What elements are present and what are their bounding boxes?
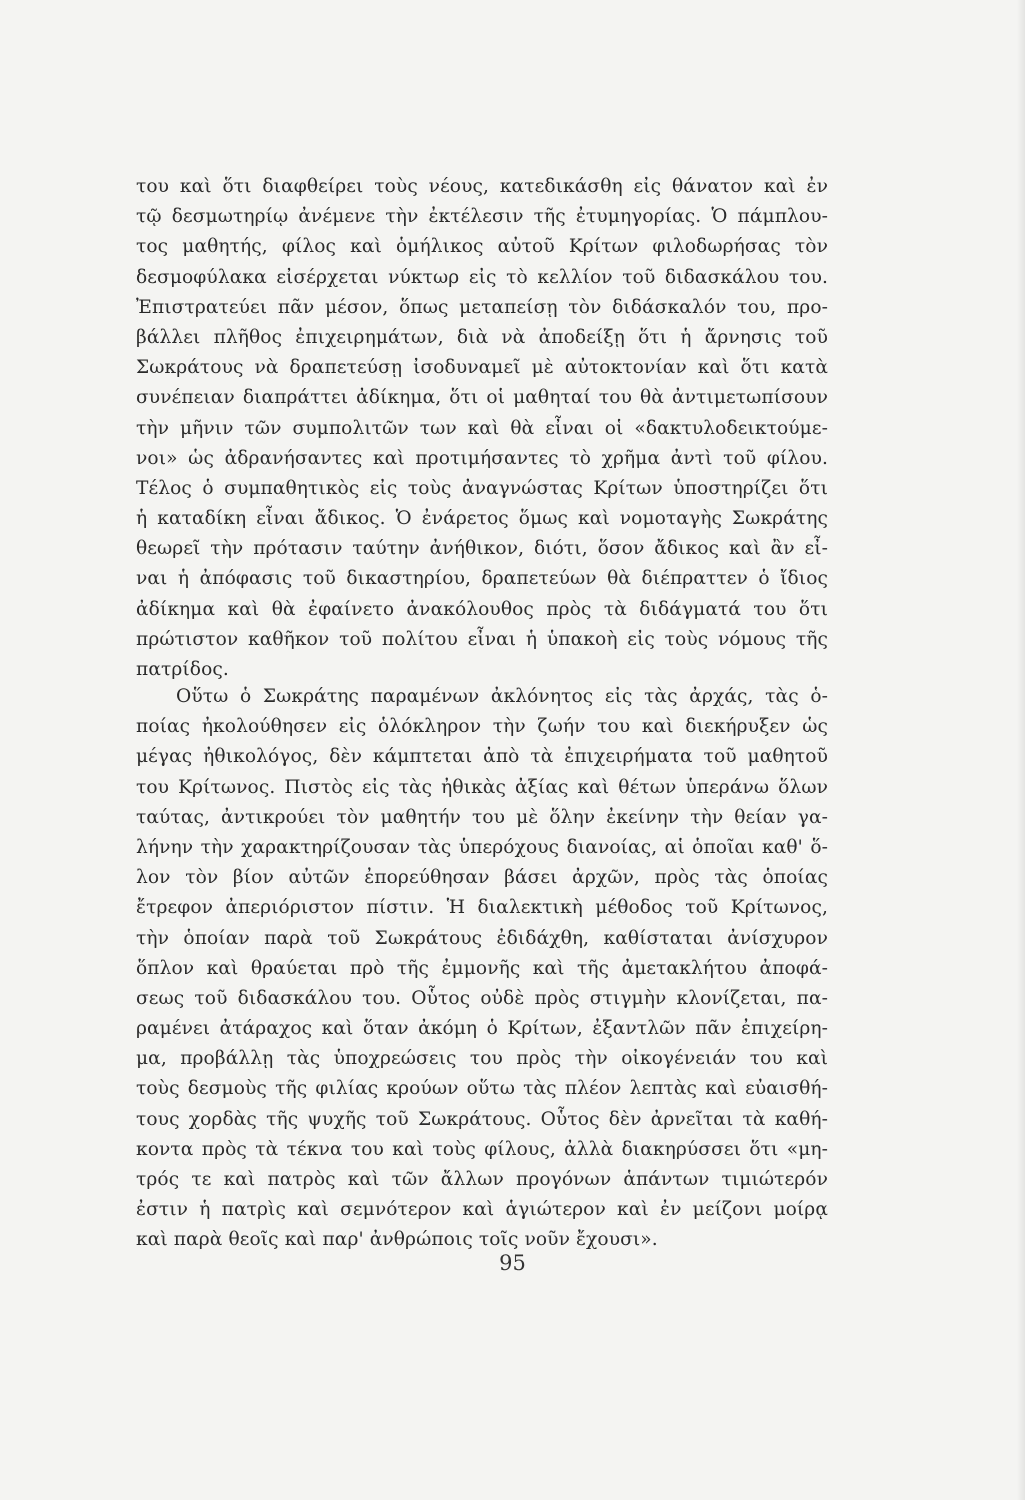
- paragraph-1: [136, 172, 828, 685]
- text-line: ἔτρεφον ἀπεριόριστον πίστιν. Ἡ διαλεκτικὴ μέθοδος τοῦ Κρίτωνος,: [136, 897, 828, 919]
- text-line: του Κρίτωνος. Πιστὸς εἰς τὰς ἠθικὰς ἀξίας καὶ θέτων ὑπεράνω ὅλων: [136, 776, 828, 798]
- text-line: Σωκράτους νὰ δραπετεύσῃ ἰσοδυναμεῖ μὲ αὐτοκτονίαν καὶ ὅτι κατὰ: [136, 357, 828, 379]
- text-line: Οὕτω ὁ Σωκράτης παραμένων ἀκλόνητος εἰς τὰς ἀρχάς, τὰς ὁ-: [176, 686, 828, 707]
- paragraph-2: [136, 682, 828, 1256]
- text-line: δεσμοφύλακα εἰσέρχεται νύκτωρ εἰς τὸ κελλίον τοῦ διδασκάλου του.: [136, 266, 828, 288]
- page-edge: [1017, 0, 1025, 1500]
- text-line: τοὺς δεσμοὺς τῆς φιλίας κρούων οὕτω τὰς πλέον λεπτὰς καὶ εὐαισθή-: [136, 1078, 828, 1100]
- text-line: ἡ καταδίκη εἶναι ἄδικος. Ὁ ἐνάρετος ὅμως καὶ νομοταγὴς Σωκράτης: [136, 508, 828, 530]
- text-line: πατρίδος.: [136, 659, 229, 680]
- text-line: συνέπειαν διαπράττει ἀδίκημα, ὅτι οἱ μαθηταί του θὰ ἀντιμετωπίσουν: [136, 387, 828, 409]
- text-line: τος μαθητής, φίλος καὶ ὁμήλικος αὐτοῦ Κρίτων φιλοδωρήσας τὸν: [136, 236, 828, 258]
- page-number: 95: [499, 1251, 526, 1275]
- text-line: ραμένει ἀτάραχος καὶ ὅταν ἀκόμη ὁ Κρίτων, ἐξαντλῶν πᾶν ἐπιχείρη-: [136, 1018, 828, 1040]
- text-line: θεωρεῖ τὴν πρότασιν ταύτην ἀνήθικον, διότι, ὅσον ἄδικος καὶ ἂν εἶ-: [136, 538, 828, 560]
- text-line: μέγας ἠθικολόγος, δὲν κάμπτεται ἀπὸ τὰ ἐπιχειρήματα τοῦ μαθητοῦ: [136, 746, 828, 768]
- text-line: ταύτας, ἀντικρούει τὸν μαθητήν του μὲ ὅλην ἐκείνην τὴν θείαν γα-: [136, 806, 828, 828]
- text-line: Τέλος ὁ συμπαθητικὸς εἰς τοὺς ἀναγνώστας Κρίτων ὑποστηρίζει ὅτι: [136, 477, 828, 499]
- text-line: πρώτιστον καθῆκον τοῦ πολίτου εἶναι ἡ ὑπακοὴ εἰς τοὺς νόμους τῆς: [136, 628, 828, 650]
- text-line: λον τὸν βίον αὐτῶν ἐπορεύθησαν βάσει ἀρχῶν, πρὸς τὰς ὁποίας: [136, 867, 828, 889]
- text-line: σεως τοῦ διδασκάλου του. Οὗτος οὐδὲ πρὸς στιγμὴν κλονίζεται, πα-: [136, 987, 828, 1009]
- text-line: ναι ἡ ἀπόφασις τοῦ δικαστηρίου, δραπετεύων θὰ διέπραττεν ὁ ἴδιος: [136, 568, 828, 590]
- text-line: του καὶ ὅτι διαφθείρει τοὺς νέους, κατεδικάσθη εἰς θάνατον καὶ ἐν: [136, 176, 828, 197]
- text-line: τὴν ὁποίαν παρὰ τοῦ Σωκράτους ἐδιδάχθη, καθίσταται ἀνίσχυρον: [136, 927, 828, 949]
- text-line: καὶ παρὰ θεοῖς καὶ παρ' ἀνθρώποις τοῖς νοῦν ἔχουσι».: [136, 1229, 658, 1251]
- text-line: ὅπλον καὶ θραύεται πρὸ τῆς ἐμμονῆς καὶ τῆς ἀμετακλήτου ἀποφά-: [136, 957, 828, 979]
- text-line: τους χορδὰς τῆς ψυχῆς τοῦ Σωκράτους. Οὗτος δὲν ἀρνεῖται τὰ καθή-: [136, 1108, 828, 1130]
- text-line: βάλλει πλῆθος ἐπιχειρημάτων, διὰ νὰ ἀποδείξῃ ὅτι ἡ ἄρνησις τοῦ: [136, 326, 828, 348]
- text-line: μα, προβάλλῃ τὰς ὑποχρεώσεις του πρὸς τὴν οἰκογένειάν του καὶ: [136, 1048, 828, 1070]
- text-line: ποίας ἠκολούθησεν εἰς ὁλόκληρον τὴν ζωήν του καὶ διεκήρυξεν ὡς: [136, 716, 828, 738]
- text-line: λήνην τὴν χαρακτηρίζουσαν τὰς ὑπερόχους διανοίας, αἱ ὁποῖαι καθ' ὅ-: [136, 836, 828, 858]
- text-line: τρός τε καὶ πατρὸς καὶ τῶν ἄλλων προγόνων ἁπάντων τιμιώτερόν: [136, 1169, 828, 1190]
- text-line: Ἐπιστρατεύει πᾶν μέσον, ὅπως μεταπείσῃ τὸν διδάσκαλόν του, προ-: [136, 296, 828, 318]
- text-line: τῷ δεσμωτηρίῳ ἀνέμενε τὴν ἐκτέλεσιν τῆς ἐτυμηγορίας. Ὁ πάμπλου-: [136, 206, 828, 228]
- text-line: ἐστιν ἡ πατρὶς καὶ σεμνότερον καὶ ἁγιώτερον καὶ ἐν μείζονι μοίρᾳ: [136, 1199, 828, 1221]
- text-line: κοντα πρὸς τὰ τέκνα του καὶ τοὺς φίλους, ἀλλὰ διακηρύσσει ὅτι «μη-: [136, 1138, 828, 1160]
- text-line: νοι» ὡς ἀδρανήσαντες καὶ προτιμήσαντες τὸ χρῆμα ἀντὶ τοῦ φίλου.: [136, 447, 828, 469]
- text-line: ἀδίκημα καὶ θὰ ἐφαίνετο ἀνακόλουθος πρὸς τὰ διδάγματά του ὅτι: [136, 598, 828, 620]
- text-line: τὴν μῆνιν τῶν συμπολιτῶν των καὶ θὰ εἶναι οἱ «δακτυλοδεικτούμε-: [136, 417, 828, 439]
